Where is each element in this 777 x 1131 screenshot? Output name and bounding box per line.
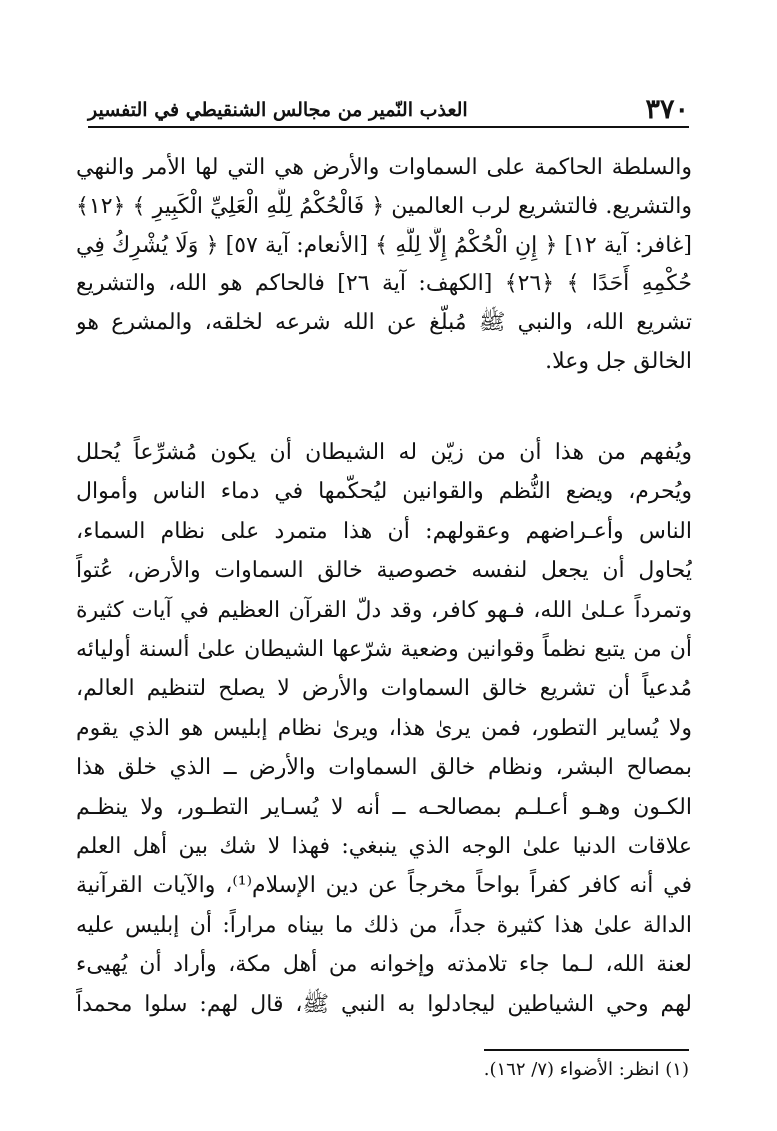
text-line: والسلطة الحاكمة على السماوات والأرض هي التي لها الأمر والنهي: [76, 155, 692, 180]
text-line: في أنه كافر كفراً بواحاً مخرجاً عن دين الإسلام⁽¹⁾، والآيات القرآنية: [76, 873, 692, 899]
text-line: لهم وحي الشياطين ليجادلوا به النبي ﷺ، قال لهم: سلوا محمداً: [76, 991, 692, 1017]
paragraph-2: [76, 433, 692, 1024]
text-line: ويُفهم من هذا أن من زيّن له الشيطان أن يكون مُشرِّعاً يُحلل: [76, 440, 692, 465]
paragraph-1: [76, 149, 692, 382]
text-line: حُكْمِهِ أَحَدًا ﴾ ﴿٢٦﴾ [الكهف: آية ٢٦] فالحاكم هو الله، والتشريع: [76, 271, 692, 297]
text-line: أن من يتبع نظماً وقوانين وضعية شرّعها الشيطان علىٰ ألسنة أوليائه: [76, 637, 692, 663]
footnote: (١) انظر: الأضواء (٧/ ١٦٢).: [483, 1059, 689, 1080]
text-line: الدالة علىٰ هذا كثيرة جداً، من ذلك ما بيناه مراراً: أن إبليس عليه: [76, 912, 692, 938]
running-title: العذب النّمير من مجالس الشنقيطي في التفسير: [88, 99, 468, 121]
text-line: علاقات الدنيا علىٰ الوجه الذي ينبغي: فهذا لا شك بين أهل العلم: [76, 834, 692, 860]
text-line: بمصالح البشر، ونظام خالق السماوات والأرض ــ الذي خلق هذا: [76, 755, 692, 781]
text-line: الخالق جل وعلا.: [545, 348, 692, 374]
text-line: ولا يُساير التطور، فمن يرىٰ هذا، ويرىٰ نظام إبليس هو الذي يقوم: [76, 715, 692, 741]
text-line: تشريع الله، والنبي ﷺ مُبلّغ عن الله شرعه لخلقه، والمشرع هو: [76, 310, 692, 336]
text-line: والتشريع. فالتشريع لرب العالمين ﴿ فَالْحُكْمُ لِلَّهِ الْعَلِيِّ الْكَبِيرِ ﴾ ﴿١٢﴾: [76, 193, 692, 219]
text-line: مُدعياً أن تشريع خالق السماوات والأرض لا يصلح لتنظيم العالم،: [76, 676, 692, 702]
text-line: يُحاول أن يجعل لنفسه خصوصية خالق السماوات والأرض، عُتواً: [76, 558, 692, 584]
text-line: لعنة الله، لـما جاء تلامذته وإخوانه من أهل مكة، وأراد أن يُهيىء: [76, 952, 692, 978]
text-line: ويُحرم، ويضع النُّظم والقوانين ليُحكّمها في دماء الناس وأموال: [76, 479, 692, 505]
page-header: [88, 88, 689, 128]
text-line: الناس وأعـراضهم وعقولهم: أن هذا متمرد على نظام السماء،: [76, 518, 692, 544]
text-line: [غافر: آية ١٢] ﴿ إِنِ الْحُكْمُ إِلَّا لِلَّهِ ﴾ [الأنعام: آية ٥٧] ﴿ وَلَا يُشْرِكُ فِي: [76, 232, 692, 258]
text-line: وتمرداً عـلىٰ الله، فـهو كافر، وقد دلّ القرآن العظيم في آيات كثيرة: [76, 597, 692, 623]
page-number: ٣٧٠: [645, 94, 689, 125]
footnote-divider: [484, 1049, 689, 1051]
text-line: الكـون وهـو أعـلـم بمصالحـه ــ أنه لا يُسـاير التطـور، ولا ينظـم: [76, 794, 692, 820]
